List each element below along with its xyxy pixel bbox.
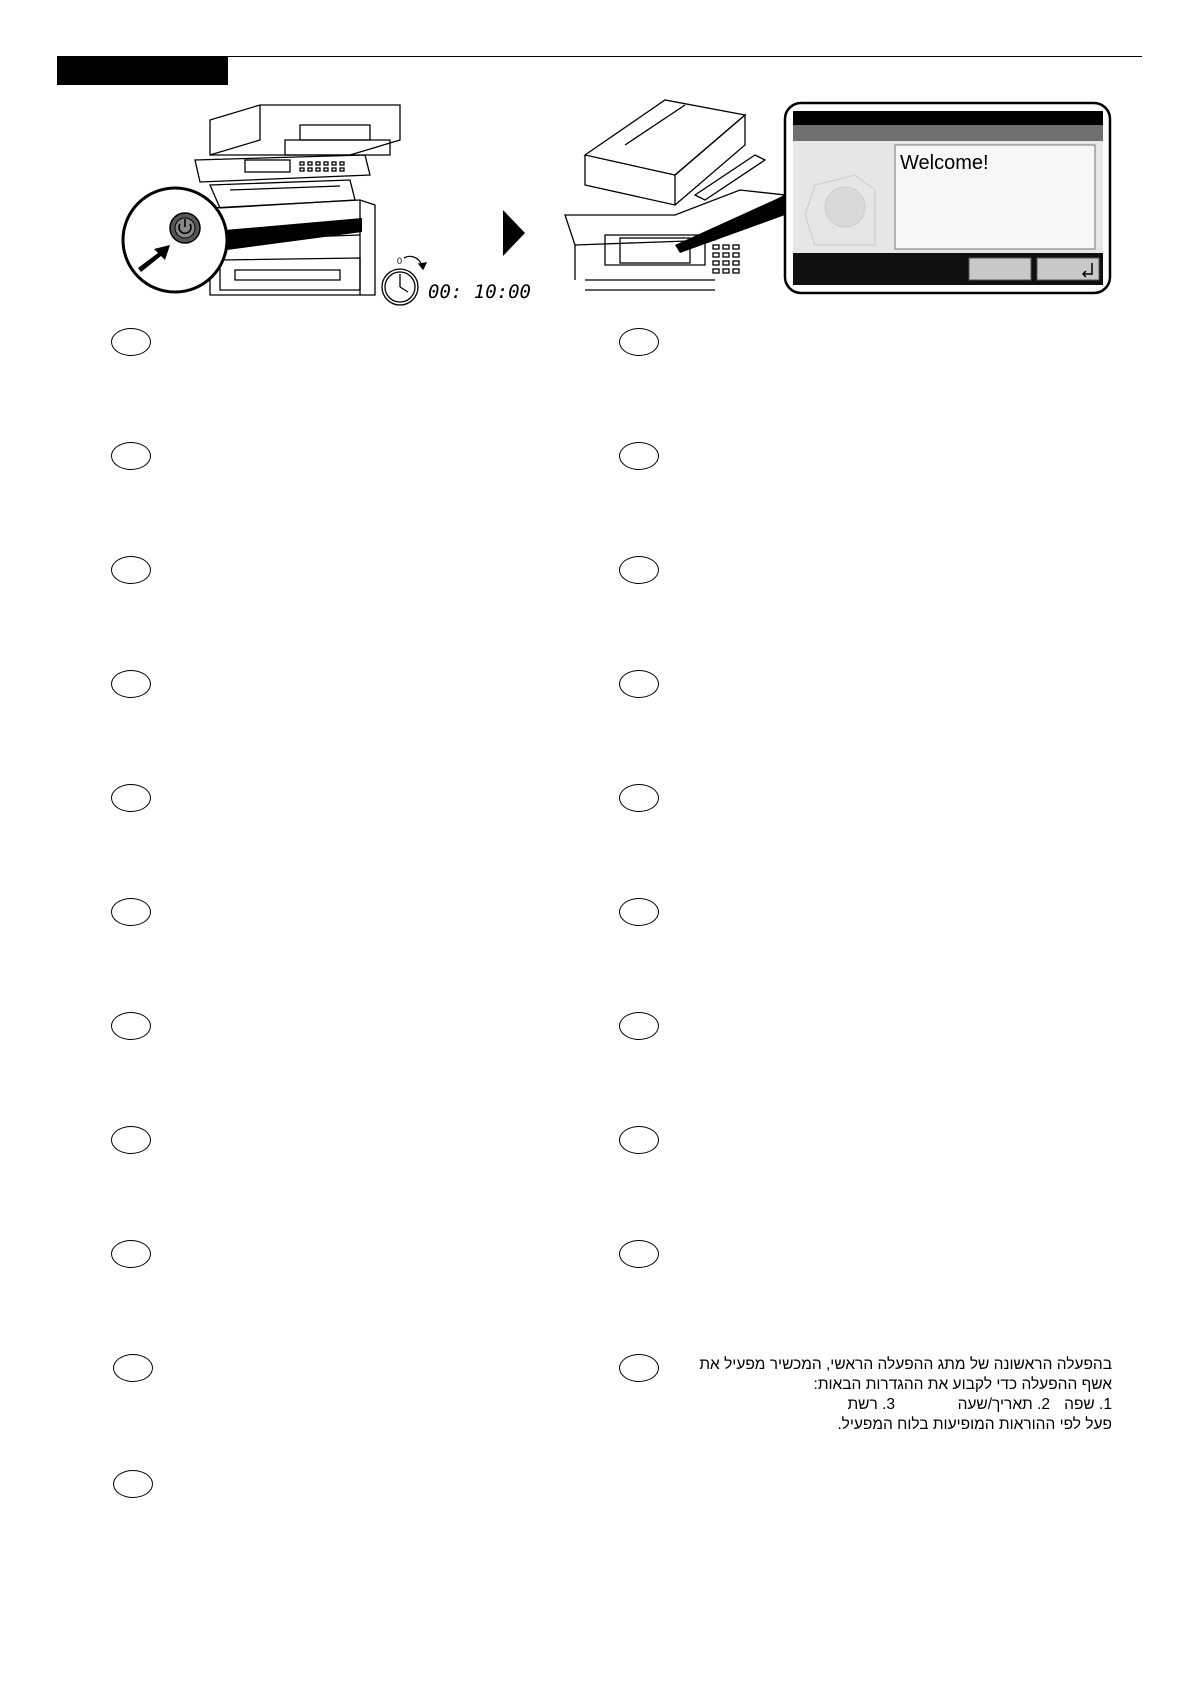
- language-badge-right-9: [619, 1240, 659, 1268]
- language-badge-left-8: [111, 1126, 151, 1154]
- header-block: [57, 57, 228, 85]
- language-badge-left-7: [111, 1012, 151, 1040]
- screen-button-right: [1037, 258, 1099, 280]
- timer-display: 00: 10:00: [428, 281, 531, 303]
- stopwatch-zero-mark: 0: [397, 256, 403, 266]
- hebrew-line-4: פעל לפי ההוראות המופיעות בלוח המפעיל.: [837, 1416, 1112, 1433]
- hebrew-line-1: בהפעלה הראשונה של מתג ההפעלה הראשי, המכשיר מפעיל את: [699, 1356, 1112, 1373]
- language-badge-left-1: [111, 328, 151, 356]
- language-badge-right-5: [619, 784, 659, 812]
- language-badge-right-8: [619, 1126, 659, 1154]
- power-button-icon: [170, 213, 200, 243]
- language-badge-right-3: [619, 556, 659, 584]
- welcome-screen-illustration: [555, 95, 1115, 305]
- welcome-text: Welcome!: [900, 152, 989, 174]
- stopwatch-icon: [382, 256, 426, 305]
- hebrew-options: [676, 1395, 1112, 1415]
- printer-power-illustration: [110, 100, 531, 320]
- language-badge-right-7: [619, 1012, 659, 1040]
- language-badge-left-3: [111, 556, 151, 584]
- language-badge-left-9: [111, 1240, 151, 1268]
- triangle-arrow-icon: [503, 210, 527, 256]
- hebrew-option-1: 1. שפה: [1064, 1396, 1112, 1413]
- language-badge-left-4: [111, 670, 151, 698]
- hebrew-option-3: 3. רשת: [847, 1396, 895, 1413]
- language-badge-right-10: [619, 1354, 659, 1382]
- language-badge-left-11: [113, 1470, 153, 1498]
- hebrew-line-2: אשף ההפעלה כדי לקבוע את ההגדרות הבאות:: [813, 1376, 1112, 1393]
- language-badge-right-2: [619, 442, 659, 470]
- hebrew-instructions: [676, 1355, 1112, 1435]
- language-badge-right-6: [619, 898, 659, 926]
- language-badge-left-10: [113, 1354, 153, 1382]
- language-badge-right-1: [619, 328, 659, 356]
- language-badge-left-2: [111, 442, 151, 470]
- language-badge-left-5: [111, 784, 151, 812]
- hebrew-option-2: 2. תאריך/שעה: [957, 1396, 1050, 1413]
- language-badge-right-4: [619, 670, 659, 698]
- language-badge-left-6: [111, 898, 151, 926]
- screen-button-left: [969, 258, 1031, 280]
